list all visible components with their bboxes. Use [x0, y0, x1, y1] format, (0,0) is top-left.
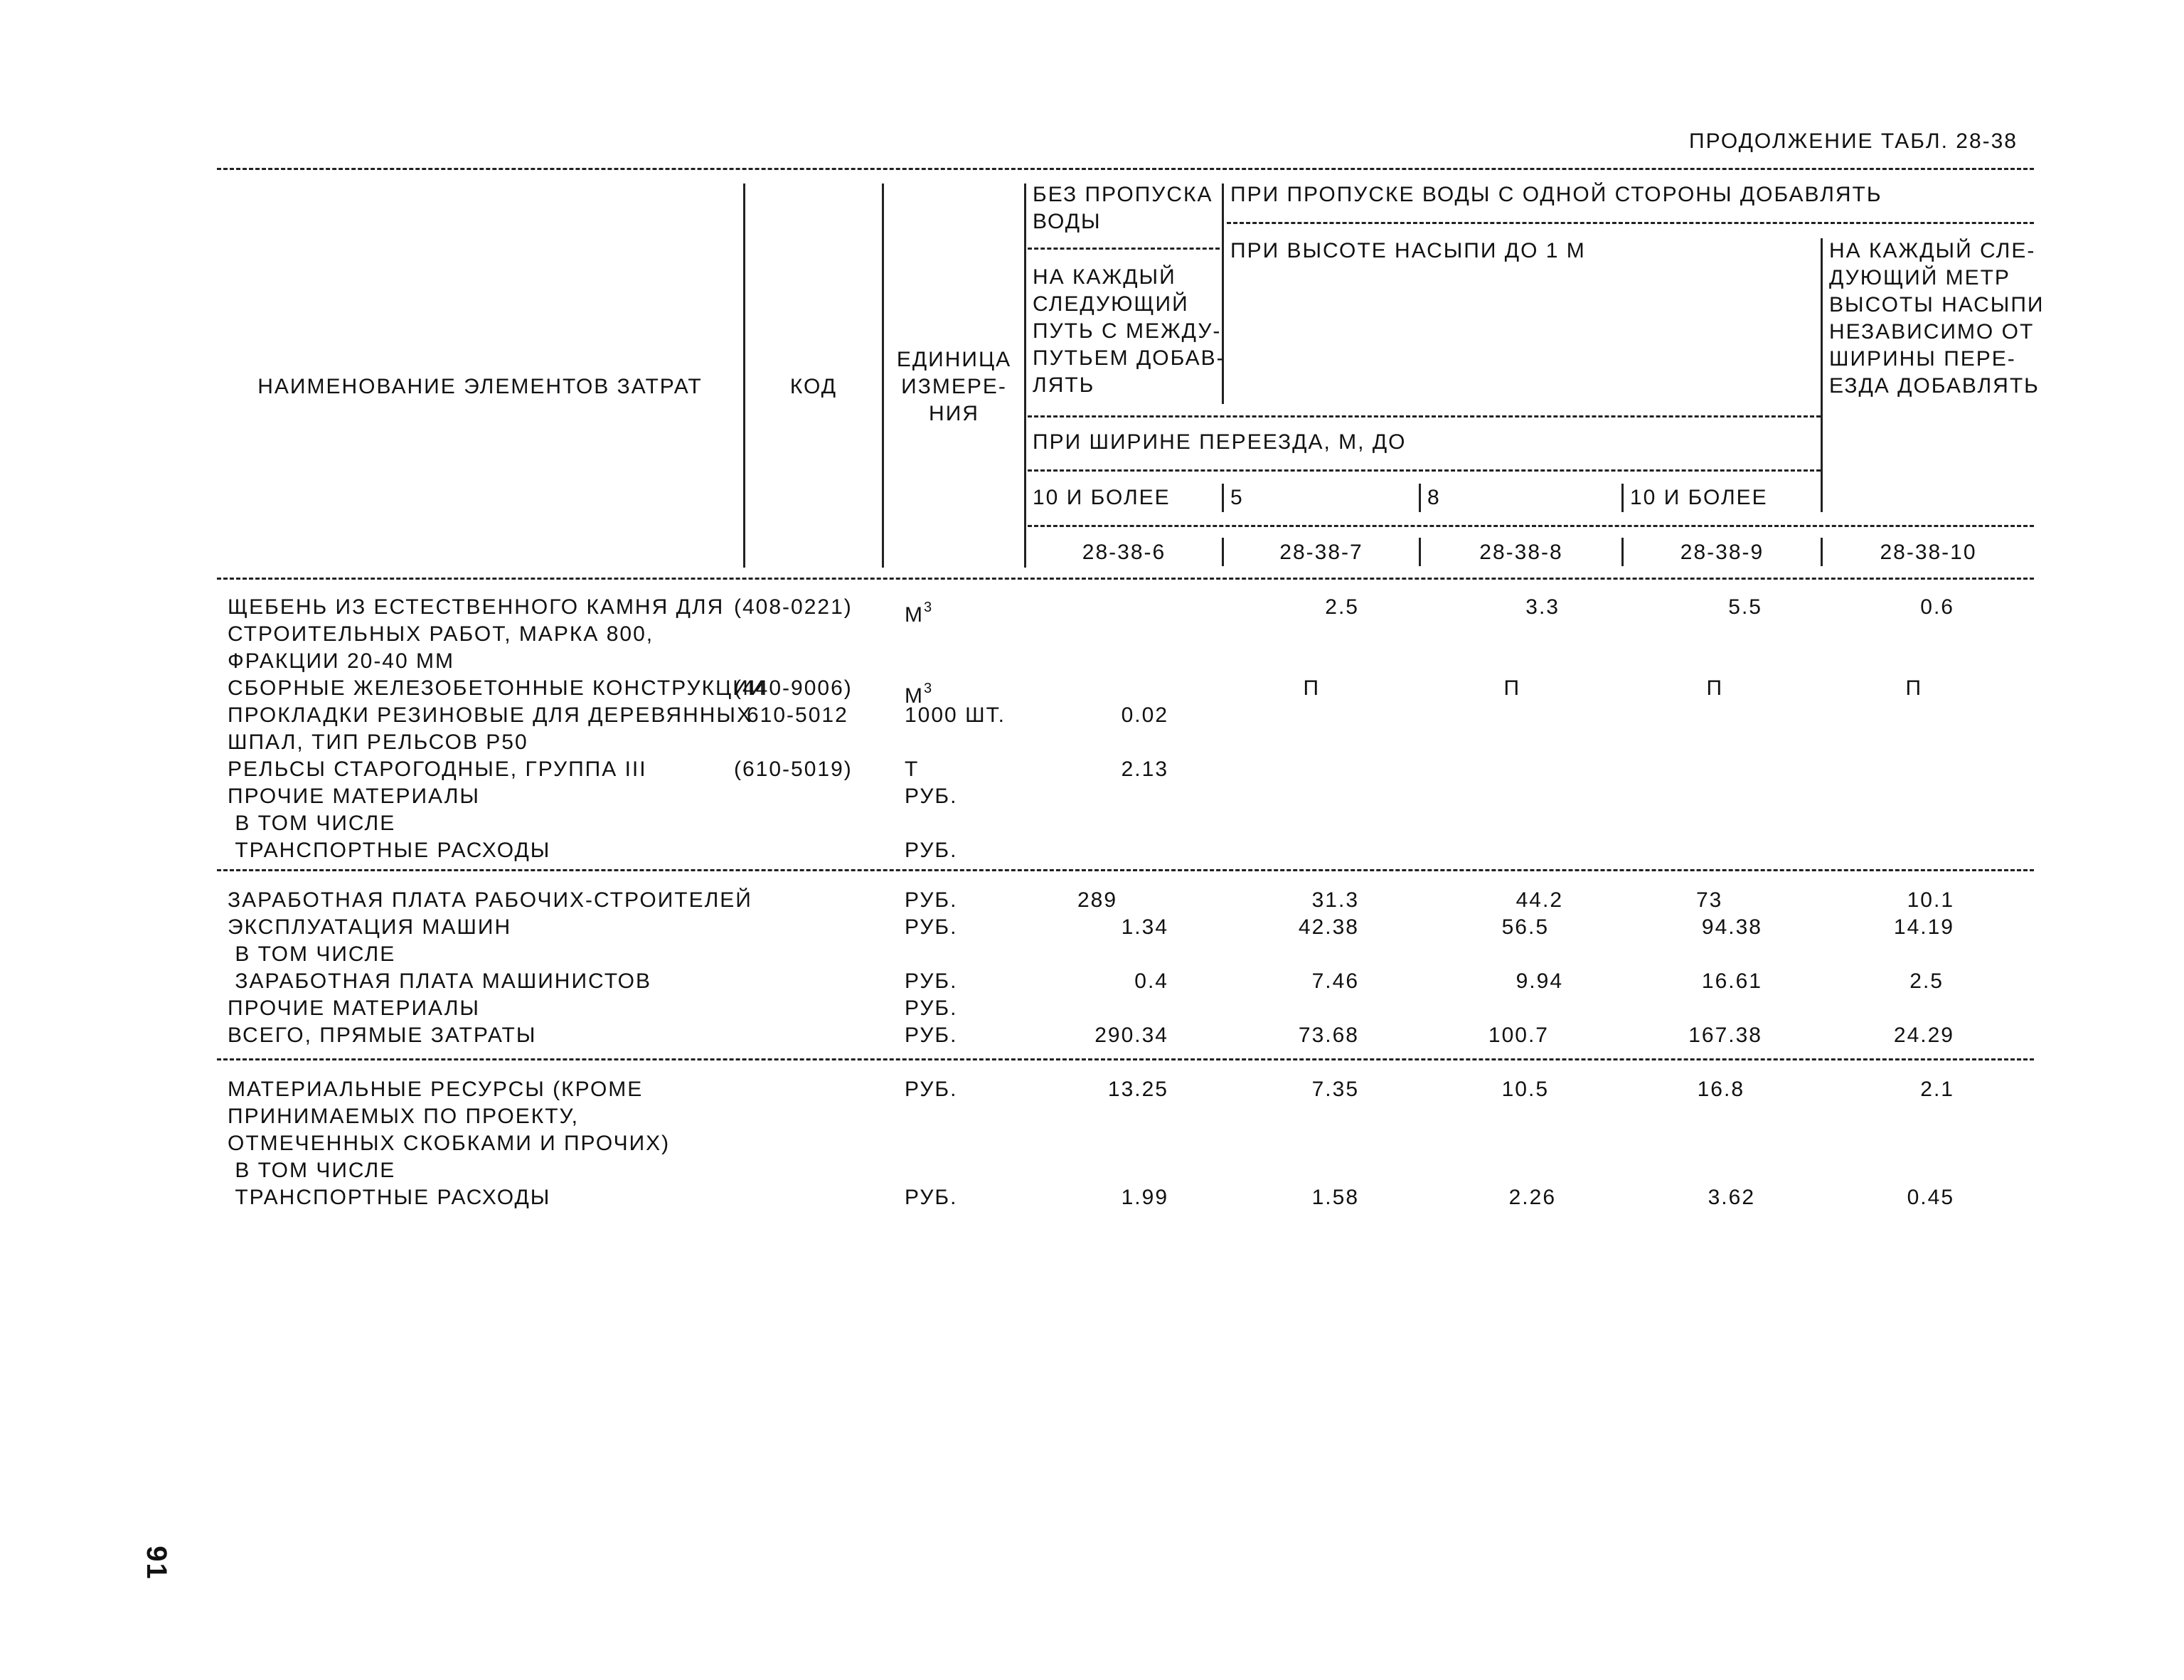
row-name-line: РЕЛЬСЫ СТАРОГОДНЫЕ, ГРУППА III — [228, 757, 647, 781]
row-name: ВСЕГО, ПРЯМЫЕ ЗАТРАТЫ — [228, 1024, 537, 1047]
cell-c10: 14.19 — [1893, 915, 1954, 939]
cell-c9: 73 — [1696, 888, 1723, 912]
header-width-5: 5 — [1230, 486, 1244, 509]
cell-c7: 31.3 — [1311, 888, 1359, 912]
row-code: (440-9006) — [734, 676, 853, 700]
cell-c10: П — [1905, 676, 1922, 700]
cell-c8: 10.5 — [1501, 1078, 1549, 1101]
cell-c6: 2.13 — [1121, 757, 1168, 781]
row-name-line: ПРОКЛАДКИ РЕЗИНОВЫЕ ДЛЯ ДЕРЕВЯННЫХ — [228, 703, 752, 727]
row-name: ПРИНИМАЕМЫХ ПО ПРОЕКТУ, — [228, 1105, 579, 1128]
cell-c8: 3.3 — [1525, 595, 1560, 619]
cell-c7: 73.68 — [1298, 1024, 1359, 1047]
rule-width — [1028, 469, 1821, 472]
header-height-to-1m: ПРИ ВЫСОТЕ НАСЫПИ ДО 1 М — [1230, 239, 1586, 262]
vline-w10 — [1621, 484, 1624, 512]
row-name: ЗАРАБОТНАЯ ПЛАТА РАБОЧИХ-СТРОИТЕЛЕЙ — [228, 888, 752, 912]
row-name: ТРАНСПОРТНЫЕ РАСХОДЫ — [228, 1186, 551, 1209]
cell-c10: 0.6 — [1920, 595, 1954, 619]
header-name: НАИМЕНОВАНИЕ ЭЛЕМЕНТОВ ЗАТРАТ — [257, 375, 703, 398]
cell-c6: 1.34 — [1121, 915, 1168, 939]
header-with-water: ПРИ ПРОПУСКЕ ВОДЫ С ОДНОЙ СТОРОНЫ ДОБАВЛЯТЬ — [1230, 183, 1882, 206]
row-name-line: ТРАНСПОРТНЫЕ РАСХОДЫ — [228, 839, 551, 862]
row-unit: РУБ. — [905, 1078, 958, 1101]
cell-c6: 290.34 — [1094, 1024, 1168, 1047]
row-name: ПРОЧИЕ МАТЕРИАЛЫ — [228, 996, 480, 1020]
row-name: В ТОМ ЧИСЛЕ — [228, 1159, 396, 1182]
rule-no-water — [1028, 248, 1220, 250]
header-each-path-l3: ПУТЬ С МЕЖДУ- — [1033, 319, 1222, 343]
header-width-10-more: 10 И БОЛЕЕ — [1033, 486, 1171, 509]
row-unit: РУБ. — [905, 839, 958, 862]
cell-c7: 7.35 — [1311, 1078, 1359, 1101]
page-number: 91 — [140, 1546, 172, 1580]
header-width-to: ПРИ ШИРИНЕ ПЕРЕЕЗДА, М, ДО — [1033, 430, 1407, 454]
cell-c10: 24.29 — [1893, 1024, 1954, 1047]
row-name: МАТЕРИАЛЬНЫЕ РЕСУРСЫ (КРОМЕ — [228, 1078, 644, 1101]
row-unit: РУБ. — [905, 888, 958, 912]
rule-section-2 — [217, 1058, 2034, 1060]
cell-c6: 0.02 — [1121, 703, 1168, 727]
cell-c7: 7.46 — [1311, 969, 1359, 993]
cell-c8: 9.94 — [1516, 969, 1563, 993]
row-unit: РУБ. — [905, 969, 958, 993]
header-each-meter-l1: НА КАЖДЫЙ СЛЕ- — [1829, 239, 2036, 262]
row-name: В ТОМ ЧИСЛЕ — [228, 942, 396, 966]
row-unit: РУБ. — [905, 785, 958, 808]
header-width-8: 8 — [1427, 486, 1441, 509]
row-unit: РУБ. — [905, 1024, 958, 1047]
header-each-path-l5: ЛЯТЬ — [1033, 373, 1095, 397]
cell-c6: 289 — [1077, 888, 1118, 912]
cell-c7: 42.38 — [1298, 915, 1359, 939]
rule-header-bottom — [217, 578, 2034, 580]
cell-c8: 44.2 — [1516, 888, 1563, 912]
header-each-path-l1: НА КАЖДЫЙ — [1033, 265, 1176, 289]
cell-c10: 2.5 — [1909, 969, 1944, 993]
table-title: ПРОДОЛЖЕНИЕ ТАБЛ. 28-38 — [1689, 129, 2018, 153]
row-unit: РУБ. — [905, 915, 958, 939]
cell-c8: 2.26 — [1508, 1186, 1556, 1209]
rule-widths — [1028, 525, 2034, 527]
header-each-meter-l6: ЕЗДА ДОБАВЛЯТЬ — [1829, 374, 2040, 398]
header-unit-l2: ИЗМЕРЕ- — [901, 375, 1007, 398]
cell-c6: 0.4 — [1134, 969, 1168, 993]
vline-w8 — [1419, 484, 1421, 512]
header-code-c10: 28-38-10 — [1880, 541, 1977, 564]
cell-c8: П — [1503, 676, 1520, 700]
row-code: 610-5012 — [747, 703, 848, 727]
header-each-meter-l2: ДУЮЩИЙ МЕТР — [1829, 266, 2010, 289]
vline-unit — [1024, 184, 1026, 568]
header-code: КОД — [789, 375, 838, 398]
row-name-line: ПРОЧИЕ МАТЕРИАЛЫ — [228, 785, 480, 808]
header-code-c6: 28-38-6 — [1082, 541, 1166, 564]
cell-c9: П — [1706, 676, 1723, 700]
header-code-c7: 28-38-7 — [1279, 541, 1363, 564]
row-unit: РУБ. — [905, 1186, 958, 1209]
row-name-line: СТРОИТЕЛЬНЫХ РАБОТ, МАРКА 800, — [228, 622, 654, 646]
header-no-water-l1: БЕЗ ПРОПУСКА — [1033, 183, 1213, 206]
cell-c8: 100.7 — [1488, 1024, 1549, 1047]
header-no-water-l2: ВОДЫ — [1033, 210, 1102, 233]
header-each-path-l4: ПУТЬЕМ ДОБАВ- — [1033, 346, 1225, 370]
cell-c9: 16.61 — [1701, 969, 1762, 993]
cell-c9: 16.8 — [1697, 1078, 1744, 1101]
row-name-line: В ТОМ ЧИСЛЕ — [228, 812, 396, 835]
cell-c6: 1.99 — [1121, 1186, 1168, 1209]
row-name-line: СБОРНЫЕ ЖЕЛЕЗОБЕТОННЫЕ КОНСТРУКЦИИ — [228, 676, 767, 700]
rule-with-water — [1227, 222, 2034, 224]
header-code-c9: 28-38-9 — [1680, 541, 1764, 564]
cell-c9: 94.38 — [1701, 915, 1762, 939]
row-name: ОТМЕЧЕННЫХ СКОБКАМИ И ПРОЧИХ) — [228, 1132, 671, 1155]
cell-c7: П — [1303, 676, 1320, 700]
rule-height — [1028, 415, 1821, 418]
row-name-line: ФРАКЦИИ 20-40 ММ — [228, 649, 454, 673]
cell-c7: 1.58 — [1311, 1186, 1359, 1209]
row-name-line: ШПАЛ, ТИП РЕЛЬСОВ Р50 — [228, 730, 528, 754]
header-each-meter-l4: НЕЗАВИСИМО ОТ — [1829, 320, 2035, 344]
cell-c10: 10.1 — [1907, 888, 1954, 912]
rule-top — [217, 168, 2034, 170]
row-unit: РУБ. — [905, 996, 958, 1020]
row-unit: $М^3$ — [905, 600, 932, 627]
row-name: ЗАРАБОТНАЯ ПЛАТА МАШИНИСТОВ — [228, 969, 652, 993]
header-unit-l1: ЕДИНИЦА — [896, 348, 1012, 371]
cell-c10: 2.1 — [1920, 1078, 1954, 1101]
cell-c6: 13.25 — [1107, 1078, 1168, 1101]
row-name: ЭКСПЛУАТАЦИЯ МАШИН — [228, 915, 512, 939]
row-unit: Т — [905, 757, 920, 781]
header-width-10-more-2: 10 И БОЛЕЕ — [1630, 486, 1768, 509]
row-code: (610-5019) — [734, 757, 853, 781]
vline-w5 — [1222, 484, 1224, 512]
header-code-c8: 28-38-8 — [1479, 541, 1563, 564]
rule-section-1 — [217, 869, 2034, 871]
row-name-line: ЩЕБЕНЬ ИЗ ЕСТЕСТВЕННОГО КАМНЯ ДЛЯ — [228, 595, 725, 619]
row-code: (408-0221) — [734, 595, 853, 619]
cell-c9: 167.38 — [1688, 1024, 1762, 1047]
cell-c10: 0.45 — [1907, 1186, 1954, 1209]
header-each-meter-l3: ВЫСОТЫ НАСЫПИ — [1829, 293, 2045, 317]
cell-c9: 5.5 — [1728, 595, 1762, 619]
cell-c7: 2.5 — [1325, 595, 1359, 619]
header-unit-l3: НИЯ — [929, 402, 979, 425]
row-unit: $М^3$ — [905, 681, 932, 708]
header-each-meter-l5: ШИРИНЫ ПЕРЕ- — [1829, 347, 2016, 371]
cell-c8: 56.5 — [1501, 915, 1549, 939]
header-each-path-l2: СЛЕДУЮЩИЙ — [1033, 292, 1189, 316]
vline-each-meter — [1821, 238, 1823, 512]
row-unit: 1000 ШТ. — [905, 703, 1006, 727]
cell-c9: 3.62 — [1708, 1186, 1755, 1209]
